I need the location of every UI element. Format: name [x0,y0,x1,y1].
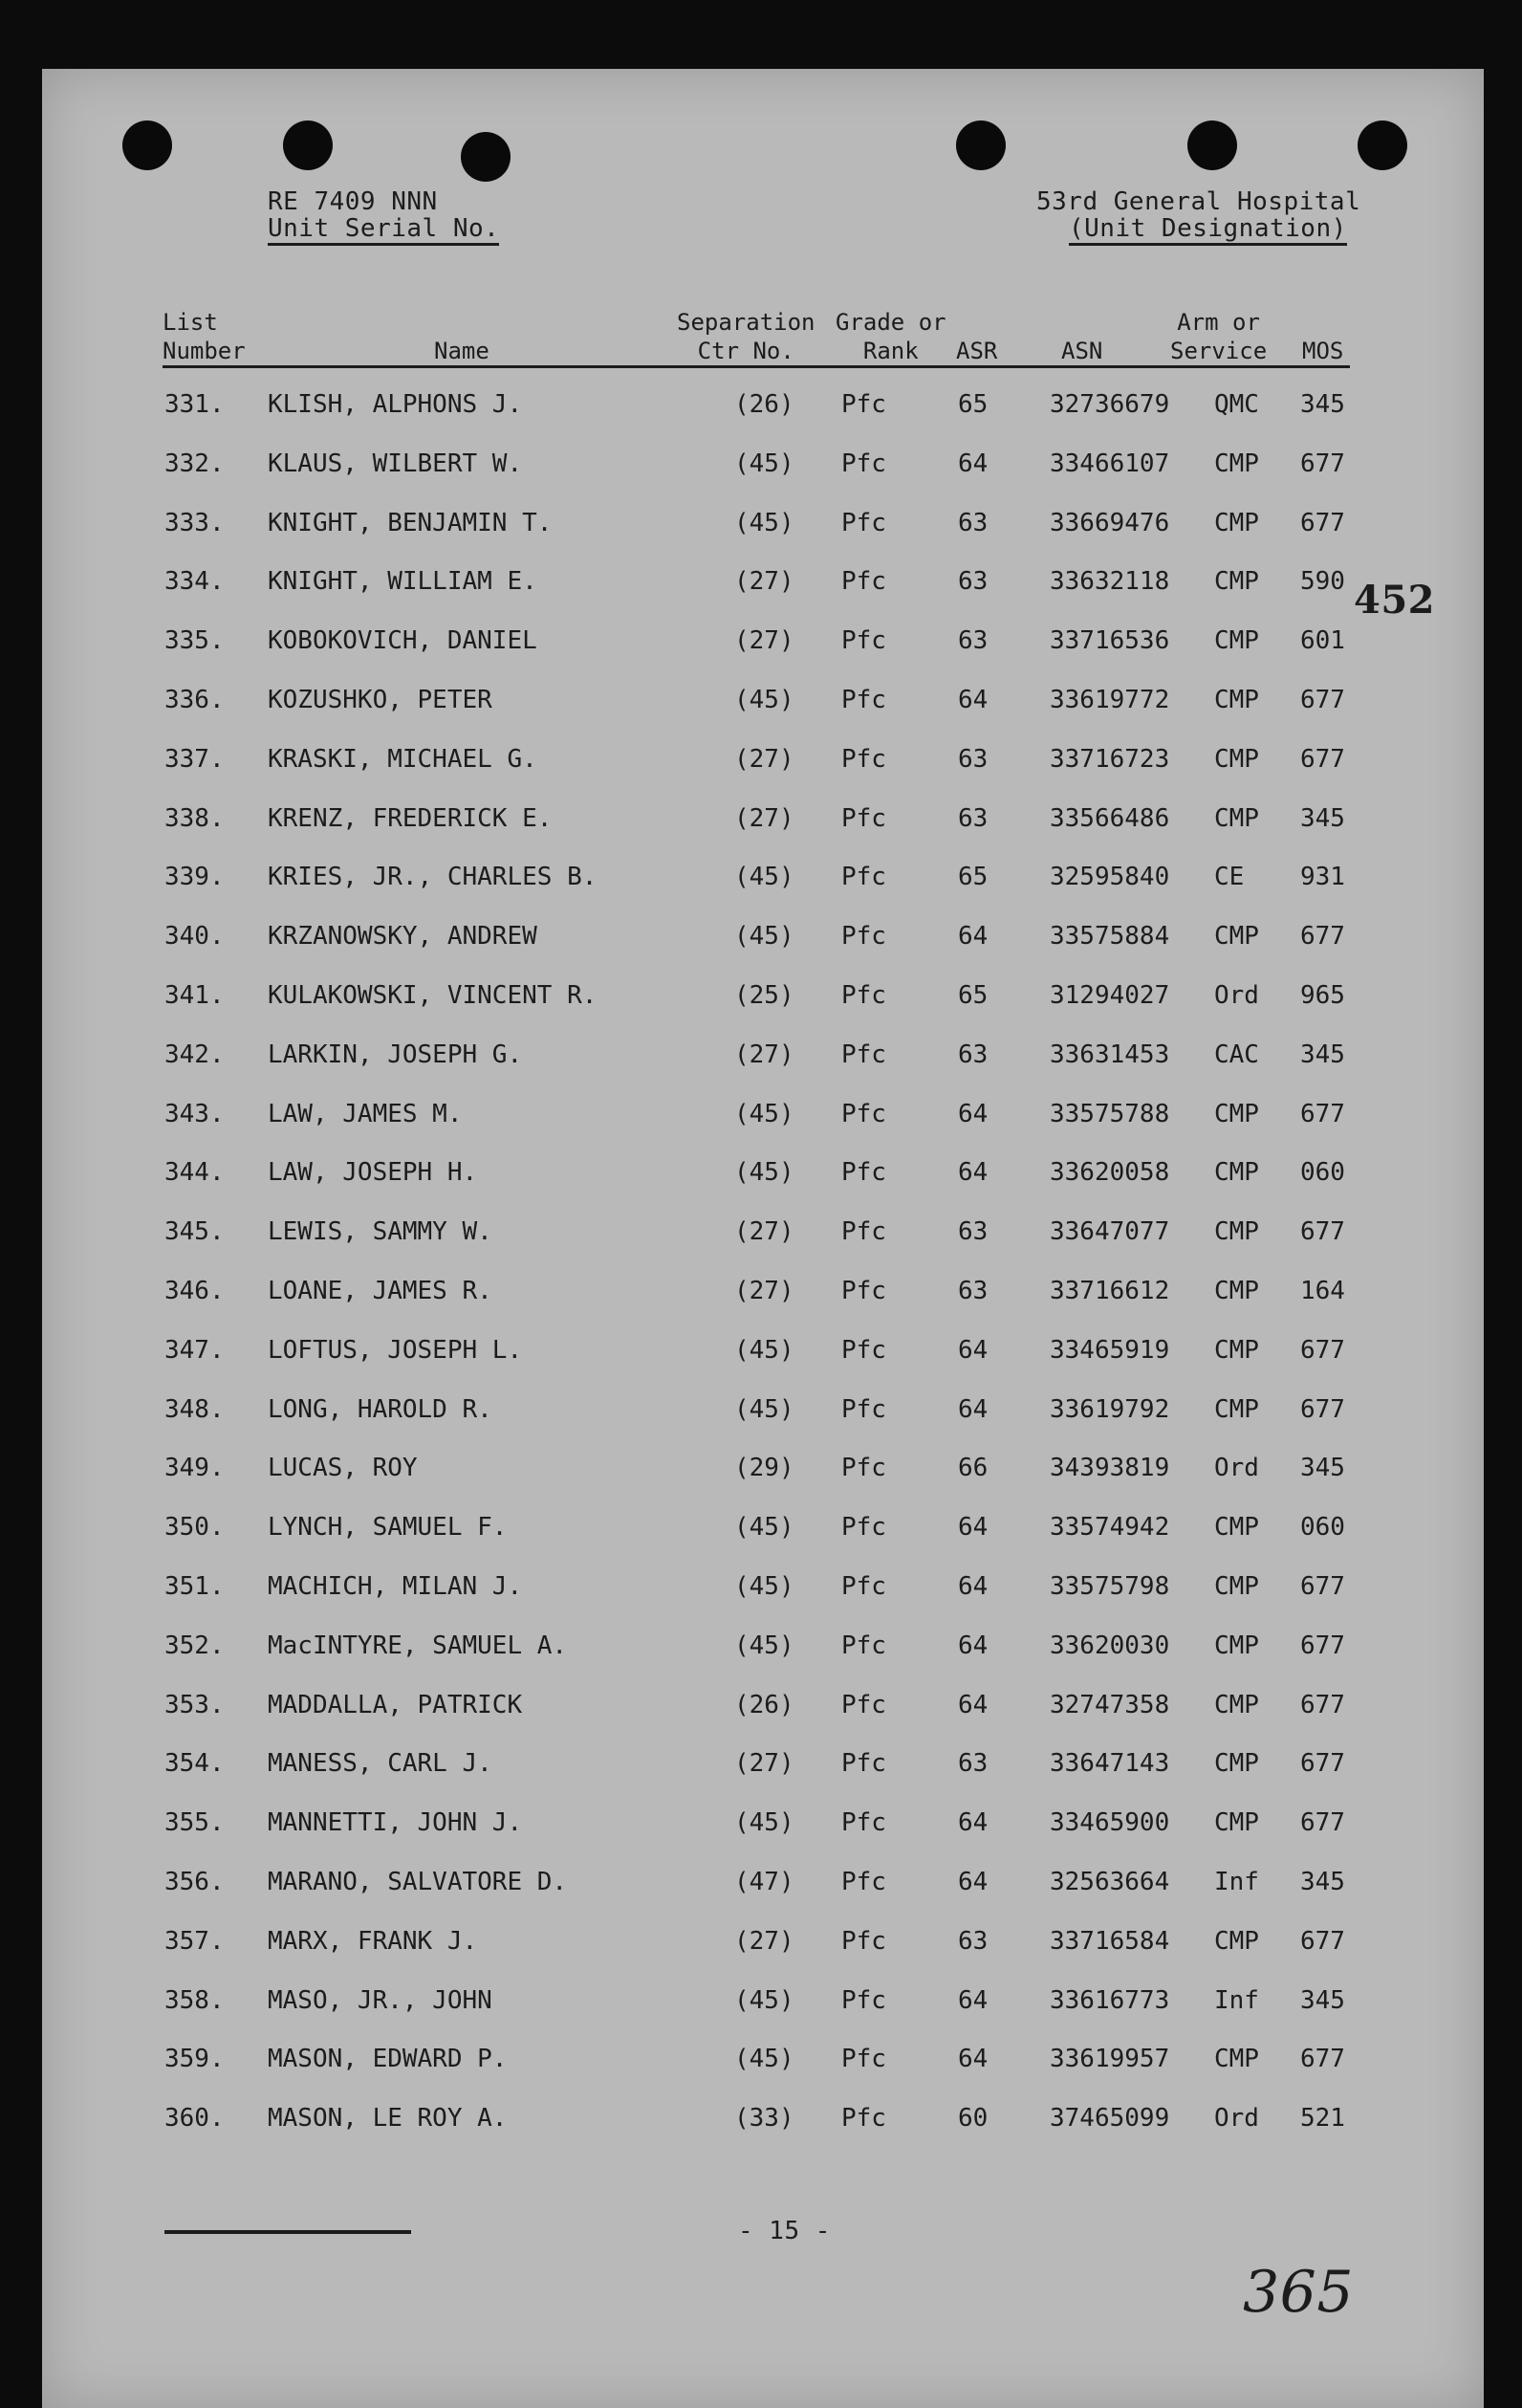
mos-cell: 345 [1300,803,1345,833]
name-cell: KRASKI, MICHAEL G. [268,744,537,774]
col-asr: ASR [956,338,998,364]
mos-cell: 345 [1300,1454,1345,1483]
separation-ctr-cell: (33) [734,2104,794,2134]
name-cell: LYNCH, SAMUEL F. [268,1513,508,1543]
table-row [42,509,1484,547]
mos-cell: 677 [1300,744,1345,774]
mos-cell: 521 [1300,2104,1345,2134]
asr-cell: 64 [958,1808,989,1838]
grade-cell: Pfc [841,2104,886,2134]
mos-cell: 965 [1300,981,1345,1010]
name-cell: LAW, JAMES M. [268,1099,463,1128]
mos-cell: 677 [1300,1335,1345,1365]
name-cell: KOZUSHKO, PETER [268,686,492,714]
separation-ctr-cell: (27) [734,1749,794,1779]
asn-cell: 32563664 [1050,1868,1170,1896]
arm-service-cell: CMP [1214,1926,1259,1956]
grade-cell: Pfc [841,1099,886,1128]
table-row [42,1395,1484,1434]
grade-cell: Pfc [841,390,886,419]
list-number-cell: 359. [164,2045,225,2074]
separation-ctr-cell: (27) [734,567,794,597]
handwritten-note: 365 [1243,2259,1355,2326]
arm-service-cell: CMP [1214,1572,1259,1601]
list-number-cell: 339. [164,863,225,892]
arm-service-cell: QMC [1214,390,1259,419]
asr-cell: 63 [958,626,989,656]
asn-cell: 33631453 [1050,1040,1170,1069]
grade-cell: Pfc [841,1572,886,1601]
asr-cell: 64 [958,1099,989,1128]
page-number: - 15 - [738,2217,831,2245]
separation-ctr-cell: (45) [734,686,794,714]
list-number-cell: 333. [164,508,225,537]
list-number-cell: 336. [164,686,225,714]
separation-ctr-cell: (25) [734,981,794,1010]
mos-cell: 677 [1300,1572,1345,1601]
arm-service-cell: CMP [1214,744,1259,774]
grade-cell: Pfc [841,744,886,774]
list-number-cell: 335. [164,626,225,656]
mos-cell: 677 [1300,1394,1345,1424]
list-number-cell: 352. [164,1631,225,1660]
list-number-cell: 358. [164,1985,225,2015]
asr-cell: 65 [958,390,989,419]
asr-cell: 63 [958,1926,989,1956]
asn-cell: 34393819 [1050,1454,1170,1483]
arm-service-cell: CMP [1214,1099,1259,1128]
arm-service-cell: CMP [1214,686,1259,714]
mos-cell: 345 [1300,390,1345,419]
asr-cell: 64 [958,1158,989,1188]
name-cell: MADDALLA, PATRICK [268,1690,523,1719]
mos-cell: 677 [1300,508,1345,537]
col-list-number: List Number [163,309,246,364]
mos-cell: 345 [1300,1868,1345,1896]
list-number-cell: 331. [164,390,225,419]
name-cell: LONG, HAROLD R. [268,1394,492,1424]
name-cell: MARANO, SALVATORE D. [268,1868,568,1896]
mos-cell: 590 [1300,567,1345,597]
table-row [42,1691,1484,1729]
asn-cell: 33716536 [1050,626,1170,656]
grade-cell: Pfc [841,1985,886,2015]
grade-cell: Pfc [841,981,886,1010]
col-name: Name [434,338,489,364]
table-row [42,1572,1484,1610]
list-number-cell: 348. [164,1394,225,1424]
table-row [42,2045,1484,2083]
grade-cell: Pfc [841,1040,886,1069]
separation-ctr-cell: (26) [734,390,794,419]
name-cell: LARKIN, JOSEPH G. [268,1040,523,1069]
asn-cell: 33616773 [1050,1985,1170,2015]
table-row [42,1927,1484,1965]
asn-cell: 33716584 [1050,1926,1170,1956]
list-number-cell: 334. [164,567,225,597]
separation-ctr-cell: (47) [734,1868,794,1896]
asn-cell: 33619957 [1050,2045,1170,2074]
col-grade-rank: Grade or Rank [836,309,946,364]
list-number-cell: 345. [164,1217,225,1247]
mos-cell: 931 [1300,863,1345,892]
arm-service-cell: Inf [1214,1985,1259,2015]
arm-service-cell: CMP [1214,508,1259,537]
punch-hole [461,132,511,182]
name-cell: LUCAS, ROY [268,1454,418,1483]
table-row [42,1040,1484,1079]
asn-cell: 33716723 [1050,744,1170,774]
unit-serial-value: RE 7409 NNN [268,187,438,216]
asn-cell: 33465919 [1050,1335,1170,1365]
table-row [42,1513,1484,1551]
asn-cell: 32747358 [1050,1690,1170,1719]
grade-cell: Pfc [841,1749,886,1779]
mos-cell: 677 [1300,449,1345,478]
name-cell: MASO, JR., JOHN [268,1985,492,2015]
asr-cell: 64 [958,1690,989,1719]
table-row [42,804,1484,843]
asr-cell: 63 [958,1217,989,1247]
asr-cell: 64 [958,1985,989,2015]
grade-cell: Pfc [841,1217,886,1247]
asr-cell: 64 [958,1513,989,1543]
asn-cell: 33716612 [1050,1277,1170,1305]
list-number-cell: 344. [164,1158,225,1188]
grade-cell: Pfc [841,1513,886,1543]
name-cell: MacINTYRE, SAMUEL A. [268,1631,568,1660]
mos-cell: 677 [1300,1808,1345,1838]
list-number-cell: 349. [164,1454,225,1483]
separation-ctr-cell: (45) [734,1099,794,1128]
arm-service-cell: CMP [1214,1277,1259,1305]
grade-cell: Pfc [841,686,886,714]
table-row [42,686,1484,724]
name-cell: KLISH, ALPHONS J. [268,390,523,419]
name-cell: MASON, LE ROY A. [268,2104,508,2134]
punch-hole [283,120,333,170]
name-cell: LEWIS, SAMMY W. [268,1217,492,1247]
grade-cell: Pfc [841,1277,886,1305]
col-separation-ctr: Separation Ctr No. [677,309,815,364]
grade-cell: Pfc [841,626,886,656]
table-row [42,390,1484,428]
name-cell: KNIGHT, WILLIAM E. [268,567,537,597]
arm-service-cell: CMP [1214,1217,1259,1247]
separation-ctr-cell: (45) [734,1631,794,1660]
table-row [42,2104,1484,2142]
separation-ctr-cell: (27) [734,803,794,833]
separation-ctr-cell: (45) [734,1808,794,1838]
arm-service-cell: CMP [1214,1158,1259,1188]
asn-cell: 33619772 [1050,686,1170,714]
punch-hole [122,120,172,170]
grade-cell: Pfc [841,1631,886,1660]
grade-cell: Pfc [841,567,886,597]
separation-ctr-cell: (45) [734,508,794,537]
asn-cell: 33647143 [1050,1749,1170,1779]
name-cell: MASON, EDWARD P. [268,2045,508,2074]
asn-cell: 33465900 [1050,1808,1170,1838]
table-row [42,1100,1484,1138]
table-row [42,626,1484,665]
asr-cell: 64 [958,2045,989,2074]
list-number-cell: 356. [164,1868,225,1896]
mos-cell: 060 [1300,1158,1345,1188]
grade-cell: Pfc [841,1394,886,1424]
separation-ctr-cell: (45) [734,449,794,478]
asr-cell: 64 [958,1868,989,1896]
arm-service-cell: Ord [1214,2104,1259,2134]
arm-service-cell: Ord [1214,1454,1259,1483]
punch-hole [1187,120,1237,170]
separation-ctr-cell: (45) [734,922,794,952]
table-row [42,1454,1484,1492]
separation-ctr-cell: (29) [734,1454,794,1483]
asn-cell: 33620030 [1050,1631,1170,1660]
arm-service-cell: CMP [1214,1690,1259,1719]
unit-designation-label: (Unit Designation) [1069,214,1347,246]
stamp-number: 452 [1354,578,1435,623]
list-number-cell: 351. [164,1572,225,1601]
asn-cell: 33574942 [1050,1513,1170,1543]
arm-service-cell: CMP [1214,1749,1259,1779]
arm-service-cell: CMP [1214,1631,1259,1660]
separation-ctr-cell: (27) [734,1040,794,1069]
name-cell: KOBOKOVICH, DANIEL [268,626,537,656]
table-row [42,863,1484,901]
separation-ctr-cell: (27) [734,1217,794,1247]
mos-cell: 677 [1300,686,1345,714]
asn-cell: 33647077 [1050,1217,1170,1247]
name-cell: LAW, JOSEPH H. [268,1158,478,1188]
mos-cell: 677 [1300,1631,1345,1660]
mos-cell: 345 [1300,1985,1345,2015]
grade-cell: Pfc [841,1926,886,1956]
table-row [42,1986,1484,2025]
mos-cell: 677 [1300,922,1345,952]
table-row [42,981,1484,1019]
name-cell: LOFTUS, JOSEPH L. [268,1335,523,1365]
list-number-cell: 338. [164,803,225,833]
table-row [42,1631,1484,1670]
separation-ctr-cell: (45) [734,2045,794,2074]
list-number-cell: 353. [164,1690,225,1719]
mos-cell: 677 [1300,1926,1345,1956]
col-arm-service: Arm or Service [1170,309,1268,364]
arm-service-cell: CMP [1214,803,1259,833]
punch-hole [956,120,1006,170]
separation-ctr-cell: (26) [734,1690,794,1719]
list-number-cell: 340. [164,922,225,952]
arm-service-cell: CMP [1214,1394,1259,1424]
asr-cell: 64 [958,1335,989,1365]
col-asn: ASN [1061,338,1103,364]
name-cell: LOANE, JAMES R. [268,1277,492,1305]
asr-cell: 63 [958,744,989,774]
name-cell: KRENZ, FREDERICK E. [268,803,553,833]
punch-hole [1358,120,1407,170]
table-row [42,1277,1484,1315]
name-cell: MACHICH, MILAN J. [268,1572,523,1601]
arm-service-cell: CMP [1214,1335,1259,1365]
arm-service-cell: CMP [1214,922,1259,952]
name-cell: KRIES, JR., CHARLES B. [268,863,598,892]
grade-cell: Pfc [841,863,886,892]
asr-cell: 64 [958,1394,989,1424]
unit-serial-label: Unit Serial No. [268,214,499,246]
name-cell: MARX, FRANK J. [268,1926,478,1956]
separation-ctr-cell: (27) [734,1277,794,1305]
list-number-cell: 332. [164,449,225,478]
asr-cell: 64 [958,1572,989,1601]
table-row [42,745,1484,783]
asn-cell: 31294027 [1050,981,1170,1010]
mos-cell: 677 [1300,2045,1345,2074]
arm-service-cell: CMP [1214,1513,1259,1543]
list-number-cell: 342. [164,1040,225,1069]
asr-cell: 63 [958,567,989,597]
arm-service-cell: CMP [1214,449,1259,478]
table-row [42,1336,1484,1374]
name-cell: MANNETTI, JOHN J. [268,1808,523,1838]
arm-service-cell: Inf [1214,1868,1259,1896]
name-cell: KLAUS, WILBERT W. [268,449,523,478]
table-row [42,567,1484,605]
asn-cell: 33566486 [1050,803,1170,833]
grade-cell: Pfc [841,922,886,952]
asn-cell: 33575788 [1050,1099,1170,1128]
asr-cell: 60 [958,2104,989,2134]
separation-ctr-cell: (45) [734,1513,794,1543]
list-number-cell: 360. [164,2104,225,2134]
grade-cell: Pfc [841,1335,886,1365]
grade-cell: Pfc [841,1454,886,1483]
asn-cell: 33620058 [1050,1158,1170,1188]
asr-cell: 63 [958,508,989,537]
header-rule [163,365,1350,368]
arm-service-cell: CAC [1214,1040,1259,1069]
table-row [42,1158,1484,1196]
grade-cell: Pfc [841,1808,886,1838]
asn-cell: 37465099 [1050,2104,1170,2134]
grade-cell: Pfc [841,449,886,478]
arm-service-cell: CMP [1214,2045,1259,2074]
list-number-cell: 350. [164,1513,225,1543]
asn-cell: 33632118 [1050,567,1170,597]
grade-cell: Pfc [841,2045,886,2074]
asn-cell: 33619792 [1050,1394,1170,1424]
list-number-cell: 346. [164,1277,225,1305]
arm-service-cell: CMP [1214,626,1259,656]
unit-designation-value: 53rd General Hospital [1036,187,1361,216]
table-row [42,449,1484,488]
asr-cell: 63 [958,803,989,833]
arm-service-cell: CE [1214,863,1245,892]
asn-cell: 32736679 [1050,390,1170,419]
mos-cell: 677 [1300,1690,1345,1719]
separation-ctr-cell: (27) [734,1926,794,1956]
asr-cell: 66 [958,1454,989,1483]
separation-ctr-cell: (45) [734,1394,794,1424]
asr-cell: 63 [958,1749,989,1779]
table-row [42,1749,1484,1787]
mos-cell: 677 [1300,1217,1345,1247]
asr-cell: 64 [958,449,989,478]
separation-ctr-cell: (27) [734,626,794,656]
list-number-cell: 341. [164,981,225,1010]
grade-cell: Pfc [841,1158,886,1188]
signature-line [164,2230,411,2234]
asr-cell: 65 [958,981,989,1010]
separation-ctr-cell: (45) [734,1985,794,2015]
table-row [42,1868,1484,1906]
asn-cell: 32595840 [1050,863,1170,892]
list-number-cell: 354. [164,1749,225,1779]
table-row [42,1808,1484,1847]
table-row [42,1217,1484,1256]
table-row [42,922,1484,960]
asn-cell: 33575798 [1050,1572,1170,1601]
asr-cell: 64 [958,1631,989,1660]
asr-cell: 64 [958,922,989,952]
asn-cell: 33466107 [1050,449,1170,478]
asr-cell: 63 [958,1040,989,1069]
name-cell: KRZANOWSKY, ANDREW [268,922,537,952]
asr-cell: 63 [958,1277,989,1305]
list-number-cell: 355. [164,1808,225,1838]
asr-cell: 65 [958,863,989,892]
separation-ctr-cell: (27) [734,744,794,774]
name-cell: KULAKOWSKI, VINCENT R. [268,981,598,1010]
mos-cell: 164 [1300,1277,1345,1305]
asn-cell: 33669476 [1050,508,1170,537]
name-cell: MANESS, CARL J. [268,1749,492,1779]
arm-service-cell: Ord [1214,981,1259,1010]
list-number-cell: 357. [164,1926,225,1956]
arm-service-cell: CMP [1214,567,1259,597]
grade-cell: Pfc [841,803,886,833]
grade-cell: Pfc [841,1690,886,1719]
grade-cell: Pfc [841,1868,886,1896]
mos-cell: 601 [1300,626,1345,656]
grade-cell: Pfc [841,508,886,537]
asr-cell: 64 [958,686,989,714]
list-number-cell: 343. [164,1099,225,1128]
list-number-cell: 337. [164,744,225,774]
asn-cell: 33575884 [1050,922,1170,952]
separation-ctr-cell: (45) [734,1572,794,1601]
mos-cell: 677 [1300,1749,1345,1779]
arm-service-cell: CMP [1214,1808,1259,1838]
name-cell: KNIGHT, BENJAMIN T. [268,508,553,537]
separation-ctr-cell: (45) [734,1335,794,1365]
col-mos: MOS [1302,338,1344,364]
mos-cell: 345 [1300,1040,1345,1069]
list-number-cell: 347. [164,1335,225,1365]
mos-cell: 060 [1300,1513,1345,1543]
separation-ctr-cell: (45) [734,1158,794,1188]
separation-ctr-cell: (45) [734,863,794,892]
mos-cell: 677 [1300,1099,1345,1128]
document-page [42,69,1484,2408]
